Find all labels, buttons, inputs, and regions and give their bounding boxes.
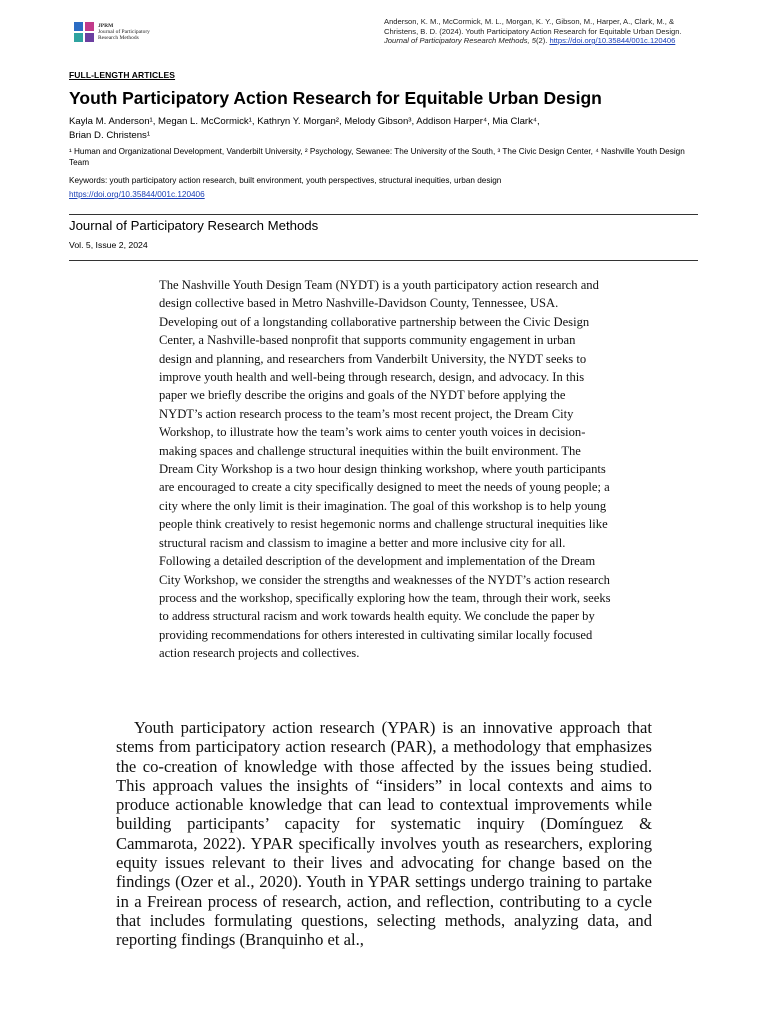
journal-logo [74,20,254,44]
citation-line-1: Anderson, K. M., McCormick, M. L., Morgan, K. Y., Gibson, M., Harper, A., Clark, M., & [384,17,675,26]
citation-journal: Journal of Participatory Research Methods, 5 [384,36,536,45]
authors-line-2: Brian D. Christens¹ [69,129,151,141]
keywords: Keywords: youth participatory action research, built environment, youth perspectives, structural inequities, urban design [69,176,502,185]
divider-top [69,214,698,215]
article-title: Youth Participatory Action Research for Equitable Urban Design [69,88,602,108]
volume-info: Vol. 5, Issue 2, 2024 [69,240,148,250]
divider-bottom [69,260,698,261]
body-paragraph: Youth participatory action research (YPAR) is an innovative approach that stems from participatory action research (PAR), a methodology that emphasizes the co-creation of knowledge with those affected by the issues being studied. This approach values the insights of “insiders” in local contexts and aims to produce actionable knowledge that can lead to contextual improvements while building participants’ capacity for systematic inquiry (Domínguez & Cammarota, 2022). YPAR specifically involves youth as researchers, exploring equity issues relevant to their lives and advocating for change based on the findings (Ozer et al., 2020). Youth in YPAR settings undergo training to partake in a Freirean process of research, action, and reflection, contributing to a cycle that includes formulating questions, selecting methods, analyzing data, and reporting findings (Branquinho et al., [116,718,652,950]
citation-issue: (2). [535,36,550,45]
citation-block [384,17,704,46]
journal-name: Journal of Participatory Research Methods [69,218,319,233]
authors-line-1: Kayla M. Anderson¹, Megan L. McCormick¹, Kathryn Y. Morgan², Melody Gibson³, Addison Harper⁴, Mia Clark⁴, [69,116,540,127]
logo-journal-name: Journal of Participatory Research Methods [98,29,150,41]
section-label[interactable]: FULL-LENGTH ARTICLES [69,70,176,80]
affiliations: ¹ Human and Organizational Development, Vanderbilt University, ² Psychology, Sewanee: The University of the South, ³ The Civic Design Center, ⁴ Nashville Youth Design Team [69,147,685,167]
logo-mark-icon [74,22,94,42]
authors [69,115,669,142]
logo-text [98,23,168,41]
citation-line-2: Christens, B. D. (2024). Youth Participatory Action Research for Equitable Urban Design. [384,26,682,36]
abstract: The Nashville Youth Design Team (NYDT) is a youth participatory action research and design collective based in Metro Nashville-Davidson County, Tennessee, USA. Developing out of a longstanding collaborative partnership between the Civic Design Center, a Nashville-based nonprofit that supports community engagement in urban design and planning, and researchers from Vanderbilt University, the NYDT seeks to improve youth health and well-being through research, design, and advocacy. In this paper we briefly describe the origins and goals of the NYDT before applying the NYDT’s action research process to the team’s most recent project, the Dream City Workshop, to illustrate how the team’s work aims to center youth voices in decision-making spaces and challenge structural inequities within the built environment. The Dream City Workshop is a two hour design thinking workshop, where youth participants are encouraged to create a city specifically designed to meet the needs of young people; a city where the only limit is their imagination. The goal of this workshop is to help young people think creatively to resist hegemonic norms and challenge structural inequities like structural racism and classism to imagine a better and more inclusive city for all. Following a detailed description of the development and implementation of the Dream City Workshop, we consider the strengths and weaknesses of the NYDT’s action research process and the workshop, specifically exploring how the team, through their work, seeks to address structural racism and work towards health equity. We conclude the paper by providing recommendations for others interested in cultivating similar locally focused action research projects and collectives. [159,278,611,661]
logo-abbrev: JPRM [98,23,114,29]
citation-line-3 [384,36,704,46]
citation-doi-link[interactable]: https://doi.org/10.35844/001c.120406 [549,36,676,45]
doi-link[interactable]: https://doi.org/10.35844/001c.120406 [69,190,205,199]
